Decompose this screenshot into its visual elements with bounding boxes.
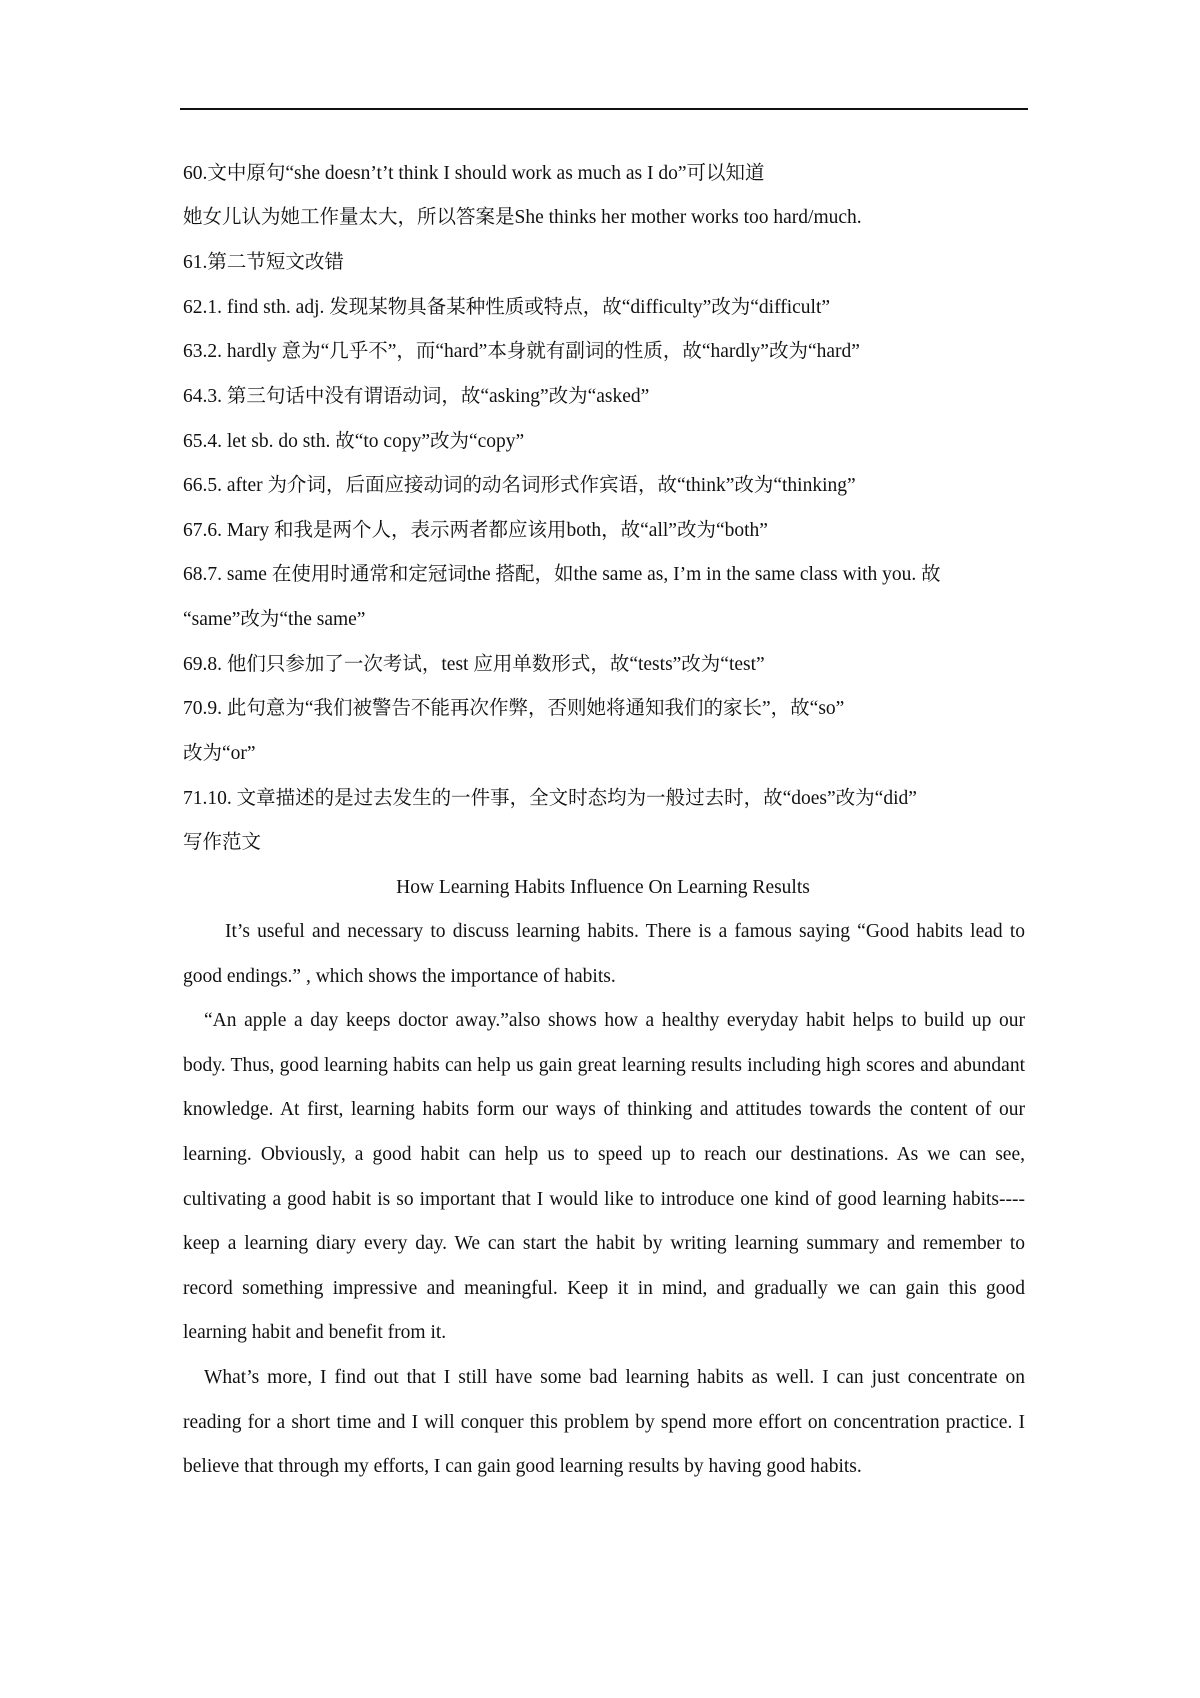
essay-title: How Learning Habits Influence On Learning Results [396, 877, 810, 898]
essay-paragraph: It’s useful and necessary to discuss learning habits. There is a famous saying “Good habits lead to good endings.” , which shows the importance of habits. [183, 921, 1025, 987]
section-heading: 61.第二节短文改错 [183, 252, 344, 273]
answer-line: 63.2. hardly 意为“几乎不”，而“hard”本身就有副词的性质，故“hardly”改为“hard” [183, 341, 860, 362]
answer-line: 改为“or” [183, 743, 256, 764]
answer-line: 65.4. let sb. do sth. 故“to copy”改为“copy” [183, 431, 525, 452]
answer-line: 62.1. find sth. adj. 发现某物具备某种性质或特点，故“difficulty”改为“difficult” [183, 297, 831, 318]
answer-line: 71.10. 文章描述的是过去发生的一件事，全文时态均为一般过去时，故“does”改为“did” [183, 788, 917, 809]
answer-line: 60.文中原句“she doesn’t’t think I should work as much as I do”可以知道 [183, 163, 765, 184]
essay-body [183, 910, 1025, 1490]
section-heading: 写作范文 [183, 832, 262, 853]
essay-paragraph: What’s more, I find out that I still have some bad learning habits as well. I can just concentrate on reading for a short time and I will conquer this problem by spend more effort on concentration practice. I believe that through my efforts, I can gain good learning results by having good habits. [183, 1366, 1025, 1478]
answer-line: 她女儿认为她工作量太大，所以答案是She thinks her mother works too hard/much. [183, 207, 862, 228]
answer-line: 69.8. 他们只参加了一次考试，test 应用单数形式，故“tests”改为“test” [183, 654, 765, 675]
answer-line: 68.7. same 在使用时通常和定冠词the 搭配，如the same as, I’m in the same class with you. 故 [183, 564, 941, 585]
answer-line: “same”改为“the same” [183, 609, 366, 630]
answer-line: 70.9. 此句意为“我们被警告不能再次作弊，否则她将通知我们的家长”，故“so” [183, 698, 845, 719]
answer-line: 66.5. after 为介词，后面应接动词的动名词形式作宾语，故“think”改为“thinking” [183, 475, 856, 496]
answer-line: 64.3. 第三句话中没有谓语动词，故“asking”改为“asked” [183, 386, 650, 407]
answer-line: 67.6. Mary 和我是两个人，表示两者都应该用both，故“all”改为“both” [183, 520, 768, 541]
essay-paragraph: “An apple a day keeps doctor away.”also shows how a healthy everyday habit helps to build up our body. Thus, good learning habits can help us gain great learning results including high scores and abundant knowledge. At first, learning habits form our ways of thinking and attitudes towards the content of our learning. Obviously, a good habit can help us to speed up to reach our destinations. As we can see, cultivating a good habit is so important that I would like to introduce one kind of good learning habits----keep a learning diary every day. We can start the habit by writing learning summary and remember to record something impressive and meaningful. Keep it in mind, and gradually we can gain this good learning habit and benefit from it. [183, 1010, 1025, 1344]
header-rule [180, 108, 1028, 110]
